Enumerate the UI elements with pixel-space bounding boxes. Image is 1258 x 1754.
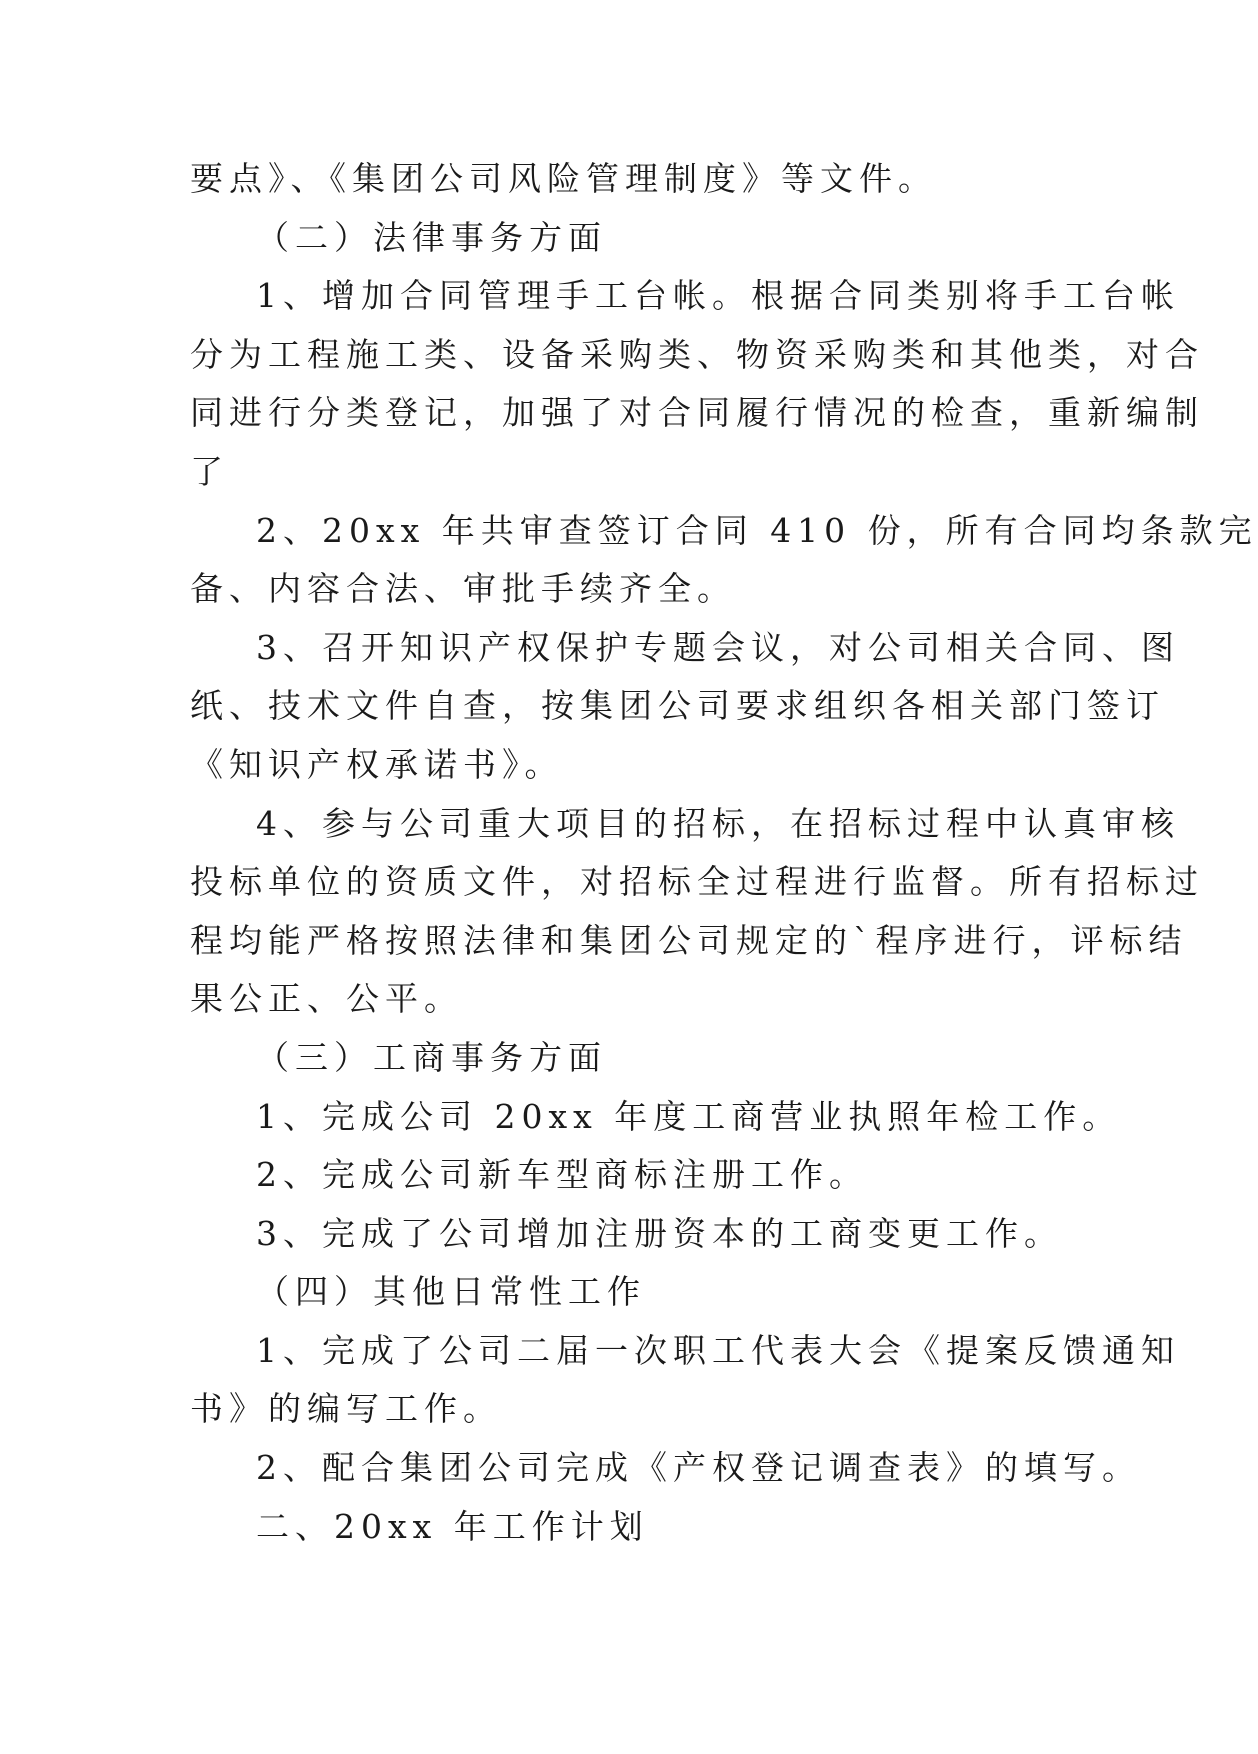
text-line: 4、参与公司重大项目的招标，在招标过程中认真审核 xyxy=(256,803,1180,843)
document-body xyxy=(190,150,1258,1556)
section-heading-work-plan: 二、20xx 年工作计划 xyxy=(256,1506,649,1546)
text-line: 2、20xx 年共审查签订合同 410 份，所有合同均条款完 xyxy=(256,510,1258,550)
text-line: 2、完成公司新车型商标注册工作。 xyxy=(256,1155,868,1195)
text-line: 2、配合集团公司完成《产权登记调查表》的填写。 xyxy=(256,1448,1141,1488)
text-line: 备、内容合法、审批手续齐全。 xyxy=(190,569,736,609)
text-line: 3、完成了公司增加注册资本的工商变更工作。 xyxy=(256,1213,1063,1253)
text-line: 纸、技术文件自查，按集团公司要求组织各相关部门签订 xyxy=(190,686,1165,726)
text-line: 分为工程施工类、设备采购类、物资采购类和其他类，对合 xyxy=(190,334,1204,374)
text-line: 1、完成公司 20xx 年度工商营业执照年检工作。 xyxy=(256,1096,1122,1136)
text-line: 《知识产权承诺书》。 xyxy=(190,744,564,784)
section-heading-business-affairs: （三）工商事务方面 xyxy=(256,1037,607,1077)
section-heading-other-work: （四）其他日常性工作 xyxy=(256,1272,646,1312)
text-line: 1、增加合同管理手工台帐。根据合同类别将手工台帐 xyxy=(256,276,1180,316)
section-heading-legal-affairs: （二）法律事务方面 xyxy=(256,217,607,257)
text-line: 3、召开知识产权保护专题会议，对公司相关合同、图 xyxy=(256,627,1180,667)
text-line: 投标单位的资质文件，对招标全过程进行监督。所有招标过 xyxy=(190,862,1204,902)
text-line: 果公正、公平。 xyxy=(190,979,463,1019)
text-line: 1、完成了公司二届一次职工代表大会《提案反馈通知 xyxy=(256,1330,1180,1370)
text-line: 了 xyxy=(190,451,229,491)
text-line: 要点》、《集团公司风险管理制度》等文件。 xyxy=(190,159,937,198)
text-line: 同进行分类登记，加强了对合同履行情况的检查，重新编制 xyxy=(190,393,1204,433)
text-line: 程均能严格按照法律和集团公司规定的`程序进行，评标结 xyxy=(190,920,1188,960)
text-line: 书》的编写工作。 xyxy=(190,1389,502,1429)
